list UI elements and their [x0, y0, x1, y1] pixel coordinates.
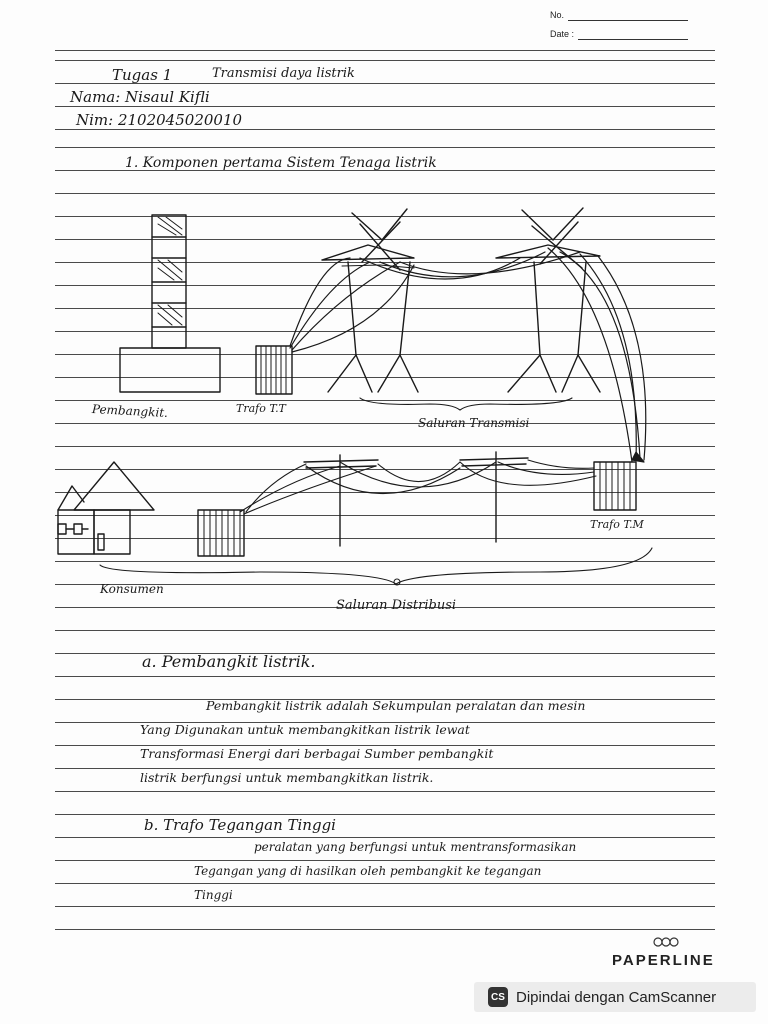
- task-label: Tugas 1: [112, 66, 173, 84]
- tower-2-icon: [496, 208, 600, 392]
- trafo-tm-icon: [594, 462, 636, 510]
- label-generator: Pembangkit.: [91, 402, 169, 420]
- section-a-line: Transformasi Energi dari berbagai Sumber pembangkit: [140, 746, 494, 761]
- section-a-line: Pembangkit listrik adalah Sekumpulan peralatan dan mesin: [206, 698, 586, 713]
- trafo-tt-icon: [256, 346, 292, 394]
- label-distribution: Saluran Distribusi: [336, 598, 457, 613]
- distribution-wires: [240, 460, 596, 514]
- camscanner-badge: [474, 982, 756, 1012]
- camscanner-text: Dipindai dengan CamScanner: [516, 988, 717, 1006]
- section-b-line: Tegangan yang di hasilkan oleh pembangkit ke tegangan: [194, 864, 542, 878]
- heading-1: 1. Komponen pertama Sistem Tenaga listrik: [125, 155, 437, 171]
- label-consumer: Konsumen: [100, 582, 164, 596]
- student-name: Nama: Nisaul Kifli: [70, 88, 210, 106]
- generator-icon: [120, 215, 220, 392]
- task-subject: Transmisi daya listrik: [212, 66, 355, 81]
- label-trafo-tt: Trafo T.T: [236, 402, 286, 415]
- tower-1-icon: [322, 209, 418, 392]
- paperline-logo-icon: [652, 935, 680, 949]
- student-nim: Nim: 2102045020010: [76, 111, 243, 129]
- section-b-line: Tinggi: [194, 888, 233, 902]
- distribution-poles: [304, 452, 528, 546]
- label-trafo-tm: Trafo T.M: [590, 518, 644, 531]
- section-a-line: listrik berfungsi untuk membangkitkan listrik.: [140, 770, 434, 785]
- brand-name: PAPERLINE: [612, 952, 715, 969]
- section-b-line: peralatan yang berfungsi untuk mentransformasikan: [254, 840, 577, 854]
- label-transmission: Saluran Transmisi: [418, 416, 530, 430]
- house-icon: [58, 462, 154, 554]
- trafo-distribution-icon: [198, 510, 244, 556]
- section-a-heading: a. Pembangkit listrik.: [142, 652, 316, 671]
- date-label: Date :: [550, 29, 575, 39]
- section-a-line: Yang Digunakan untuk membangkitkan listrik lewat: [140, 722, 470, 737]
- no-label: No.: [550, 10, 565, 20]
- section-b-heading: b. Trafo Tegangan Tinggi: [144, 816, 336, 834]
- camscanner-icon: CS: [488, 987, 508, 1007]
